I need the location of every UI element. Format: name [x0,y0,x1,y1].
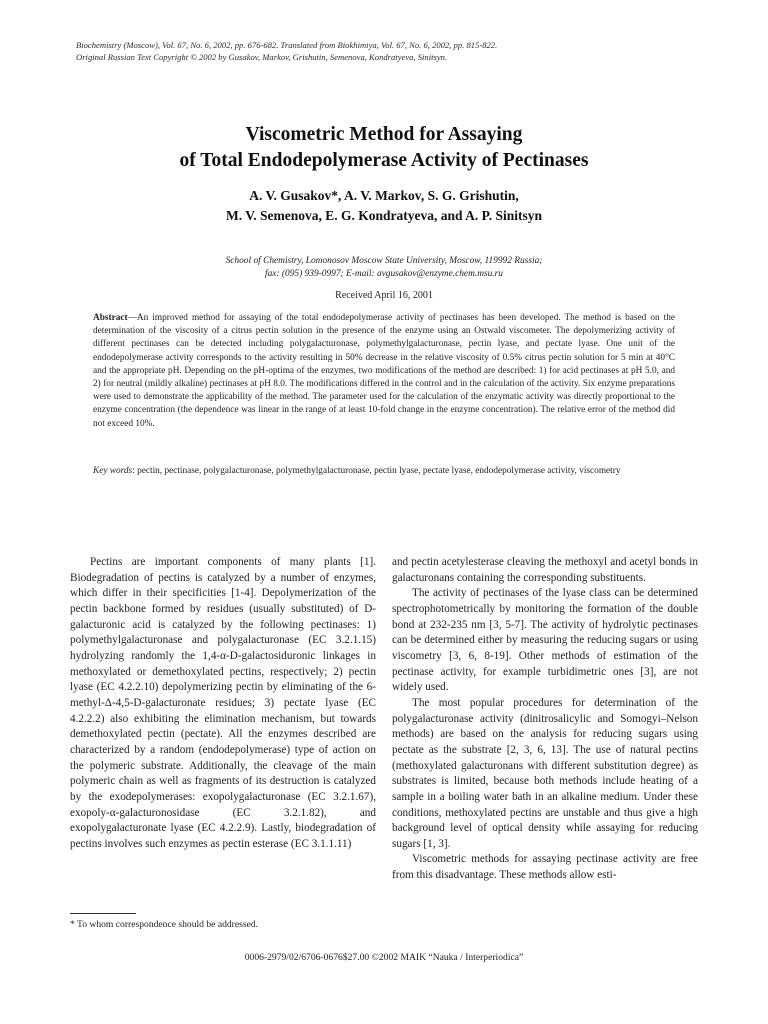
author-list [0,186,768,226]
paragraph: The most popular procedures for determination of the polygalacturonase activity (dinitrosalicylic and Somogyi–Nelson methods) are based on the analysis for reducing sugars using pectate as the substrate [2, 3, 6, 13]. The use of natural pectins (methoxylated galacturonans with different substitution degree) as substrates is limited, because both methods include heating of a sample in a boiling water bath in an alkaline medium. Under these conditions, methoxylated pectins are unstable and thus give a high background level of optical density while assaying for reducing sugars [1, 3]. [392,696,698,850]
authors-line-2: M. V. Semenova, E. G. Kondratyeva, and A. P. Sinitsyn [226,208,542,223]
keywords-label: Key words [93,466,133,476]
journal-citation-line: Biochemistry (Moscow), Vol. 67, No. 6, 2002, pp. 676-682. Translated from Biokhimiya, Vol. 67, No. 6, 2002, pp. 815-822. [76,40,498,50]
left-column [70,555,376,852]
keywords-text: : pectin, pectinase, polygalacturonase, polymethylgalacturonase, pectin lyase, pectate lyase, endodepolymerase activity, viscometry [132,466,621,476]
article-title [0,122,768,174]
received-date: Received April 16, 2001 [335,290,433,301]
paragraph: The activity of pectinases of the lyase class can be determined spectrophotometrically by monitoring the formation of the double bond at 232-235 nm [3, 5-7]. The activity of hydrolytic pectinases can be determined either by measuring the reducing sugars or using viscometry [3, 6, 8-19]. Other methods of estimation of the pectinase activity, for example turbidimetric ones [3], are not widely used. [392,587,698,694]
authors-line-1: A. V. Gusakov*, A. V. Markov, S. G. Grishutin, [249,188,519,203]
title-line-2: of Total Endodepolymerase Activity of Pectinases [179,150,589,171]
title-line-1: Viscometric Method for Assaying [245,124,523,145]
copyright-line: Original Russian Text Copyright © 2002 by Gusakov, Markov, Grishutin, Semenova, Kondratyeva, Sinitsyn. [76,52,448,62]
abstract-text: —An improved method for assaying of the total endodepolymerase activity of pectinases has been developed. The method is based on the determination of the viscosity of a citrus pectin solution in the presence of the enzyme using an Ostwald viscometer. The depolymerizing activity of different pectinases can be detected including polygalacturonase, polymethylgalacturonase, pectin lyase, and pectate lyase. One unit of the endodepolymerase activity corresponds to the activity resulting in 50% decrease in the relative viscosity of 0.5% citrus pectin solution for 5 min at 40°C and the appropriate pH. Depending on the pH-optima of the enzymes, two modifications of the method are described: 1) for acid pectinases at pH 5.0, and 2) for neutral (mildly alkaline) pectinases at pH 8.0. The modifications differed in the control and in the calculation of the activity. Six enzyme preparations were used to demonstrate the applicability of the method. The parameter used for the calculation of the enzymatic activity was directly proportional to the enzyme concentration (the dependence was linear in the range of at least 10-fold change in the enzyme concentration). The relative error of the method did not exceed 10%. [93,313,675,429]
footnote-divider [70,913,136,914]
page-footer: 0006-2979/02/6706-0676$27.00 ©2002 MAIK “Nauka / Interperiodica” [244,952,524,963]
abstract-label: Abstract [93,313,128,323]
affiliation-line-1: School of Chemistry, Lomonosov Moscow State University, Moscow, 119992 Russia; [225,256,543,266]
footnote: * To whom correspondence should be addressed. [70,919,259,930]
right-column [392,555,698,884]
keywords [93,465,675,478]
paragraph: Viscometric methods for assaying pectinase activity are free from this disadvantage. These methods allow esti- [392,853,698,882]
abstract [93,312,675,431]
paragraph: and pectin acetylesterase cleaving the methoxyl and acetyl bonds in galacturonans containing the corresponding substituents. [392,556,698,584]
paragraph: Pectins are important components of many plants [1]. Biodegradation of pectins is catalyzed by a number of enzymes, which differ in their specificities [1-4]. Depolymerization of the pectin backbone formed by residues (usually substituted) of D-galacturonic acid is catalyzed by the following pectinases: 1) polymethylgalacturonase and polygalacturonase (EC 3.2.1.15) hydrolyzing randomly the 1,4-α-D-galactosiduronic linkages in methoxylated or demethoxylated pectins, respectively; 2) pectin lyase (EC 4.2.2.10) depolymerizing pectin by eliminating of the 6-methyl-Δ-4,5-D-galacturonate residues; 3) pectate lyase (EC 4.2.2.2) also exhibiting the elimination mechanism, but towards demethoxylated pectin (pectate). All the enzymes described are characterized by a random (endodepolymerase) type of action on the polymeric substrate. Additionally, the cleavage of the main polymeric chain as well as fragments of its destruction is catalyzed by the exodepolymerases: exopolygalacturonase (EC 3.2.1.67), exopoly-α-galacturonosidase (EC 3.2.1.82), and exopolygalacturonate lyase (EC 4.2.2.9). Lastly, biodegradation of pectins involves such enzymes as pectin esterase (EC 3.1.1.11) [70,556,376,850]
affiliation-line-2: fax: (095) 939-0997; E-mail: avgusakov@enzyme.chem.msu.ru [265,269,503,279]
affiliation [0,255,768,281]
journal-header [76,39,696,63]
